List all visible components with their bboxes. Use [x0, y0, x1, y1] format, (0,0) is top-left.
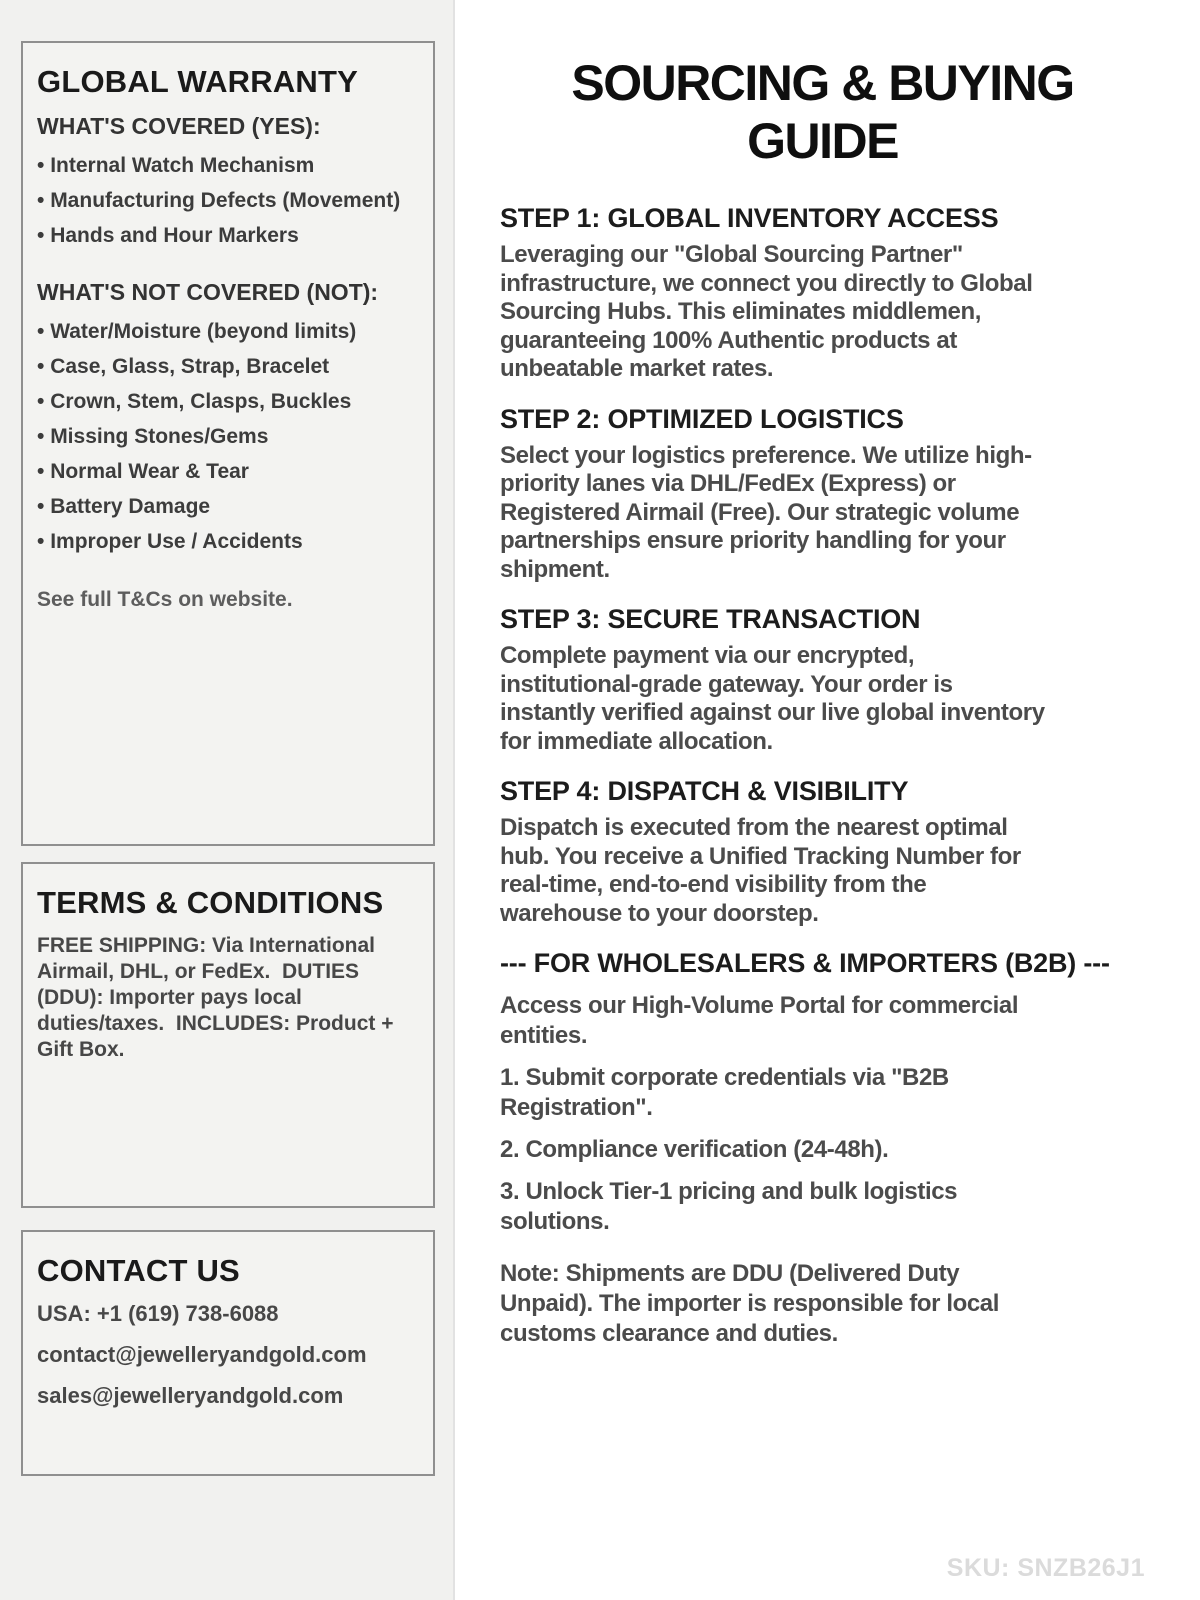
contact-email-primary: contact@jewelleryandgold.com [37, 1342, 367, 1368]
step-1-heading: STEP 1: GLOBAL INVENTORY ACCESS [500, 203, 999, 233]
covered-list [37, 154, 419, 248]
step-2-body: Select your logistics preference. We utilize high-priority lanes via DHL/FedEx (Express) or Registered Airmail (Free). Our strategic volume partnerships ensure priority handling for your shipment. [500, 441, 1032, 583]
step-1-section [500, 202, 1145, 384]
sidebar [0, 0, 455, 1600]
sku-label: SKU: SNZB26J1 [946, 1554, 1145, 1582]
b2b-section [500, 947, 1145, 1349]
covered-heading: WHAT'S COVERED (YES): [37, 113, 321, 140]
b2b-item-3: 3. Unlock Tier-1 pricing and bulk logistics solutions. [500, 1178, 958, 1235]
list-item: • Internal Watch Mechanism [37, 154, 419, 178]
step-1-body: Leveraging our "Global Sourcing Partner" infrastructure, we connect you directly to Global Sourcing Hubs. This eliminates middlemen, guaranteeing 100% Authentic products at unbeatable market rates. [500, 241, 1033, 382]
b2b-note: Note: Shipments are DDU (Delivered Duty Unpaid). The importer is responsible for local customs clearance and duties. [500, 1260, 1000, 1347]
step-2-section [500, 403, 1145, 585]
warranty-title: GLOBAL WARRANTY [37, 64, 359, 99]
not-covered-list [37, 320, 419, 554]
not-covered-heading: WHAT'S NOT COVERED (NOT): [37, 278, 379, 305]
list-item: • Missing Stones/Gems [37, 425, 419, 449]
list-item: • Case, Glass, Strap, Bracelet [37, 355, 419, 379]
contact-panel [21, 1230, 435, 1476]
b2b-intro: Access our High-Volume Portal for commercial entities. [500, 992, 1019, 1049]
list-item: • Improper Use / Accidents [37, 530, 419, 554]
list-item: • Water/Moisture (beyond limits) [37, 320, 419, 344]
b2b-item-1: 1. Submit corporate credentials via "B2B Registration". [500, 1064, 949, 1121]
step-4-section [500, 775, 1145, 928]
list-item: • Hands and Hour Markers [37, 224, 419, 248]
warranty-footnote: See full T&Cs on website. [37, 587, 293, 611]
list-item: • Battery Damage [37, 495, 419, 519]
main-content [457, 0, 1200, 1600]
warranty-panel [21, 41, 435, 846]
b2b-item-2: 2. Compliance verification (24-48h). [500, 1136, 889, 1163]
contact-title: CONTACT US [37, 1253, 240, 1288]
list-item: • Manufacturing Defects (Movement) [37, 189, 419, 213]
step-4-heading: STEP 4: DISPATCH & VISIBILITY [500, 776, 909, 806]
terms-panel [21, 862, 435, 1208]
step-3-section [500, 603, 1145, 756]
step-2-heading: STEP 2: OPTIMIZED LOGISTICS [500, 403, 904, 434]
b2b-heading: --- FOR WHOLESALERS & IMPORTERS (B2B) --- [500, 948, 1110, 978]
contact-email-sales: sales@jewelleryandgold.com [37, 1383, 344, 1409]
list-item: • Crown, Stem, Clasps, Buckles [37, 390, 419, 414]
terms-title: TERMS & CONDITIONS [37, 885, 384, 920]
contact-phone: USA: +1 (619) 738-6088 [37, 1301, 279, 1327]
terms-body: FREE SHIPPING: Via International Airmail, DHL, or FedEx. DUTIES (DDU): Importer pays local duties/taxes. INCLUDES: Product + Gift Box. [37, 934, 400, 1062]
step-3-heading: STEP 3: SECURE TRANSACTION [500, 604, 921, 634]
list-item: • Normal Wear & Tear [37, 460, 419, 484]
step-4-body: Dispatch is executed from the nearest optimal hub. You receive a Unified Tracking Number for real-time, end-to-end visibility from the warehouse to your doorstep. [500, 814, 1021, 927]
page-title: SOURCING & BUYING GUIDE [571, 55, 1074, 169]
step-3-body: Complete payment via our encrypted, institutional-grade gateway. Your order is instantly verified against our live global inventory for immediate allocation. [500, 642, 1045, 755]
